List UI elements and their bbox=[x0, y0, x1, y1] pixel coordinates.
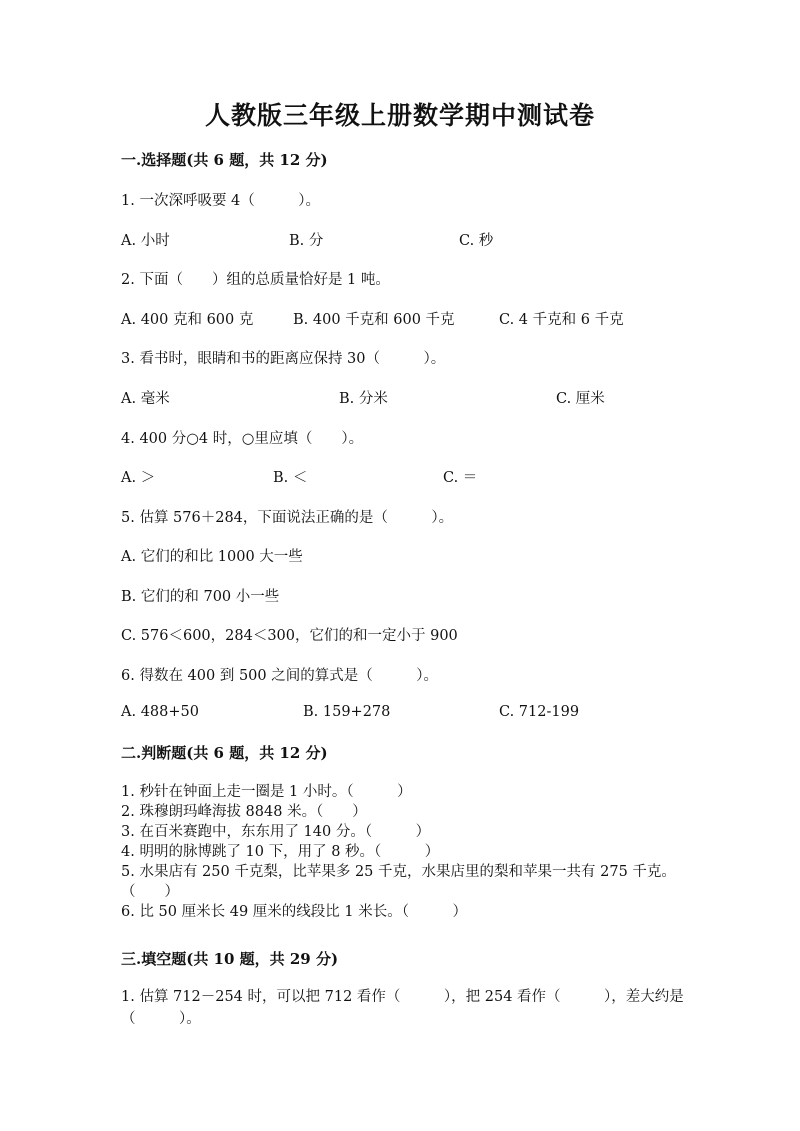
option-a: A. 400 克和 600 克 bbox=[121, 312, 254, 328]
option-b: B. 159+278 bbox=[303, 704, 391, 720]
page-title: 人教版三年级上册数学期中测试卷 bbox=[204, 101, 595, 130]
question-text: 4. 400 分○4 时，○里应填（ ）。 bbox=[121, 431, 364, 447]
fill-question: 1. 估算 712－254 时，可以把 712 看作（ ），把 254 看作（ ），差大约是（ ）。 bbox=[121, 989, 684, 1027]
judgement-list bbox=[121, 782, 691, 922]
option-c: C. 576＜600，284＜300，它们的和一定小于 900 bbox=[121, 628, 458, 644]
question-text: 2. 下面（ ）组的总质量恰好是 1 吨。 bbox=[121, 272, 390, 288]
option-b: B. 分米 bbox=[339, 391, 388, 407]
section-heading-judgement: 二.判断题(共 6 题，共 12 分) bbox=[121, 744, 328, 762]
option-a: A. 毫米 bbox=[121, 391, 170, 407]
question-text: 6. 得数在 400 到 500 之间的算式是（ ）。 bbox=[121, 668, 438, 684]
list-item: 4. 明明的脉博跳了 10 下，用了 8 秒。（ ） bbox=[121, 844, 440, 860]
section-heading-fill: 三.填空题(共 10 题，共 29 分) bbox=[121, 950, 339, 968]
option-a: A. 488+50 bbox=[121, 704, 199, 720]
section-heading-choice: 一.选择题(共 6 题，共 12 分) bbox=[121, 151, 328, 169]
list-item: 1. 秒针在钟面上走一圈是 1 小时。（ ） bbox=[121, 784, 412, 800]
option-a: A. 它们的和比 1000 大一些 bbox=[121, 549, 303, 565]
option-b: B. 分 bbox=[289, 233, 324, 249]
option-b: B. 它们的和 700 小一些 bbox=[121, 589, 280, 605]
list-item: 2. 珠穆朗玛峰海拔 8848 米。（ ） bbox=[121, 804, 367, 820]
option-c: C. 712-199 bbox=[499, 704, 580, 720]
option-b: B. 400 千克和 600 千克 bbox=[293, 312, 455, 328]
list-item: 5. 水果店有 250 千克梨，比苹果多 25 千克，水果店里的梨和苹果一共有 275 千克。（ ） bbox=[121, 864, 676, 900]
question-text: 1. 一次深呼吸要 4（ ）。 bbox=[121, 193, 321, 209]
list-item: 6. 比 50 厘米长 49 厘米的线段比 1 米长。（ ） bbox=[121, 904, 467, 920]
option-b: B. ＜ bbox=[273, 470, 308, 486]
option-c: C. 厘米 bbox=[556, 391, 605, 407]
option-c: C. 4 千克和 6 千克 bbox=[499, 312, 624, 328]
option-c: C. ＝ bbox=[443, 470, 478, 486]
question-text: 3. 看书时，眼睛和书的距离应保持 30（ ）。 bbox=[121, 351, 446, 367]
list-item: 3. 在百米赛跑中，东东用了 140 分。（ ） bbox=[121, 824, 431, 840]
option-a: A. ＞ bbox=[121, 470, 156, 486]
option-a: A. 小时 bbox=[121, 233, 170, 249]
question-text: 5. 估算 576＋284，下面说法正确的是（ ）。 bbox=[121, 510, 454, 526]
option-c: C. 秒 bbox=[459, 233, 494, 249]
